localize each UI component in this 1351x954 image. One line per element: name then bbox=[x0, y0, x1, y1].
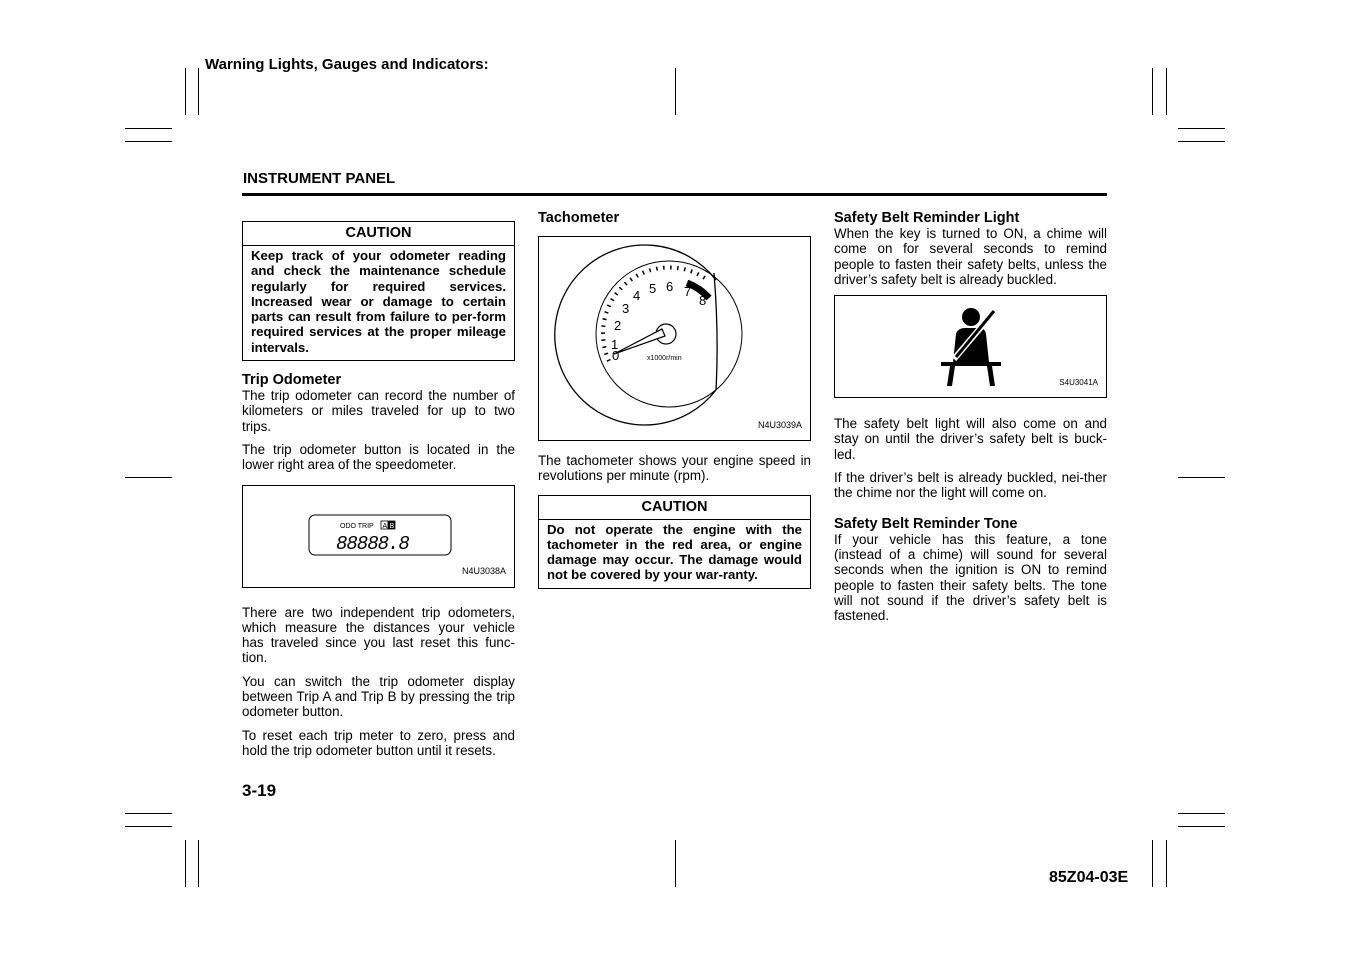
belt-reminder-heading: Safety Belt Reminder Light bbox=[834, 210, 1020, 226]
tach-number-0: 0 bbox=[612, 348, 620, 363]
figure-code: S4U3041A bbox=[1059, 377, 1098, 387]
tach-number-6: 6 bbox=[666, 279, 674, 294]
tach-number-1: 1 bbox=[611, 337, 619, 352]
odometer-figure bbox=[242, 485, 515, 588]
trip-odometer-heading: Trip Odometer bbox=[242, 372, 342, 389]
odo-trip-a: A bbox=[382, 522, 388, 530]
trip-paragraph-1: The trip odometer can record the number of kilometers or miles traveled for up to two trips. bbox=[242, 388, 515, 434]
odometer-paragraph-4: You can switch the trip odometer display between Trip A and Trip B by pressing the trip odometer button. bbox=[242, 673, 515, 720]
tachometer-illustration bbox=[539, 237, 810, 440]
figure-code: N4U3038A bbox=[461, 566, 506, 577]
tachometer-heading: Tachometer bbox=[538, 210, 620, 226]
column-left bbox=[242, 221, 515, 766]
odo-digits: 88888.8 bbox=[336, 532, 409, 555]
belt-paragraph-1: When the key is turned to ON, a chime will come on for several seconds to remind people to fasten their safety belts, unless the driver’s safety belt is already buckled. bbox=[834, 226, 1107, 287]
caution-box-tachometer bbox=[538, 495, 811, 589]
column-right bbox=[834, 210, 1107, 631]
caution-title: CAUTION bbox=[539, 496, 810, 520]
odometer-paragraph-5: To reset each trip meter to zero, press and hold the trip odometer button until it resets. bbox=[242, 727, 515, 758]
caution-text: Do not operate the engine with the tachometer in the red area, or engine damage may occur. The damage would not be covered by your war-ranty. bbox=[547, 521, 802, 583]
odo-trip-b: B bbox=[389, 522, 395, 530]
caution-title: CAUTION bbox=[243, 222, 514, 246]
tach-number-5: 5 bbox=[649, 281, 657, 296]
section-rule bbox=[242, 193, 1107, 196]
figure-code: N4U3039A bbox=[757, 419, 802, 430]
page-number: 3-19 bbox=[242, 781, 277, 800]
caution-box-odometer bbox=[242, 221, 515, 361]
tach-number-8: 8 bbox=[699, 293, 707, 308]
tach-unit-label: x1000r/min bbox=[647, 355, 682, 362]
document-code: 85Z04-03E bbox=[1049, 869, 1129, 886]
belt-paragraph-2: The safety belt light will also come on and stay on until the driver’s safety belt is buck-led. bbox=[834, 416, 1107, 462]
section-title: INSTRUMENT PANEL bbox=[243, 170, 396, 187]
tach-number-4: 4 bbox=[633, 288, 641, 303]
seatbelt-figure bbox=[834, 295, 1107, 398]
belt-tone-heading: Safety Belt Reminder Tone bbox=[834, 515, 1018, 532]
chapter-title: Warning Lights, Gauges and Indicators: bbox=[205, 56, 489, 73]
odo-trip-label: ODO TRIP bbox=[340, 522, 374, 530]
column-middle bbox=[538, 210, 811, 589]
tachometer-paragraph: The tachometer shows your engine speed in revolutions per minute (rpm). bbox=[538, 453, 811, 484]
belt-paragraph-3: If the driver’s belt is already buckled, nei-ther the chime nor the light will come on. bbox=[834, 470, 1107, 501]
trip-paragraph-2: The trip odometer button is located in the lower right area of the speedometer. bbox=[242, 441, 515, 473]
tach-number-3: 3 bbox=[622, 301, 630, 316]
caution-text: Keep track of your odometer reading and check the maintenance schedule regularly for required services. Increased wear or damage to certain parts can result from failure to per-form required services at the proper mileage intervals. bbox=[251, 248, 506, 355]
tach-number-7: 7 bbox=[684, 284, 692, 299]
tachometer-figure bbox=[538, 236, 811, 441]
tach-number-2: 2 bbox=[614, 318, 622, 333]
odometer-paragraph-3: There are two independent trip odometers, which measure the distances your vehicle has traveled since you last reset this func-tion. bbox=[242, 604, 515, 666]
tone-paragraph: If your vehicle has this feature, a tone (instead of a chime) will sound for several seconds when the ignition is ON to remind people to fasten their safety belts. The tone will not sound if the driver’s safety belt is fastened. bbox=[834, 531, 1107, 624]
